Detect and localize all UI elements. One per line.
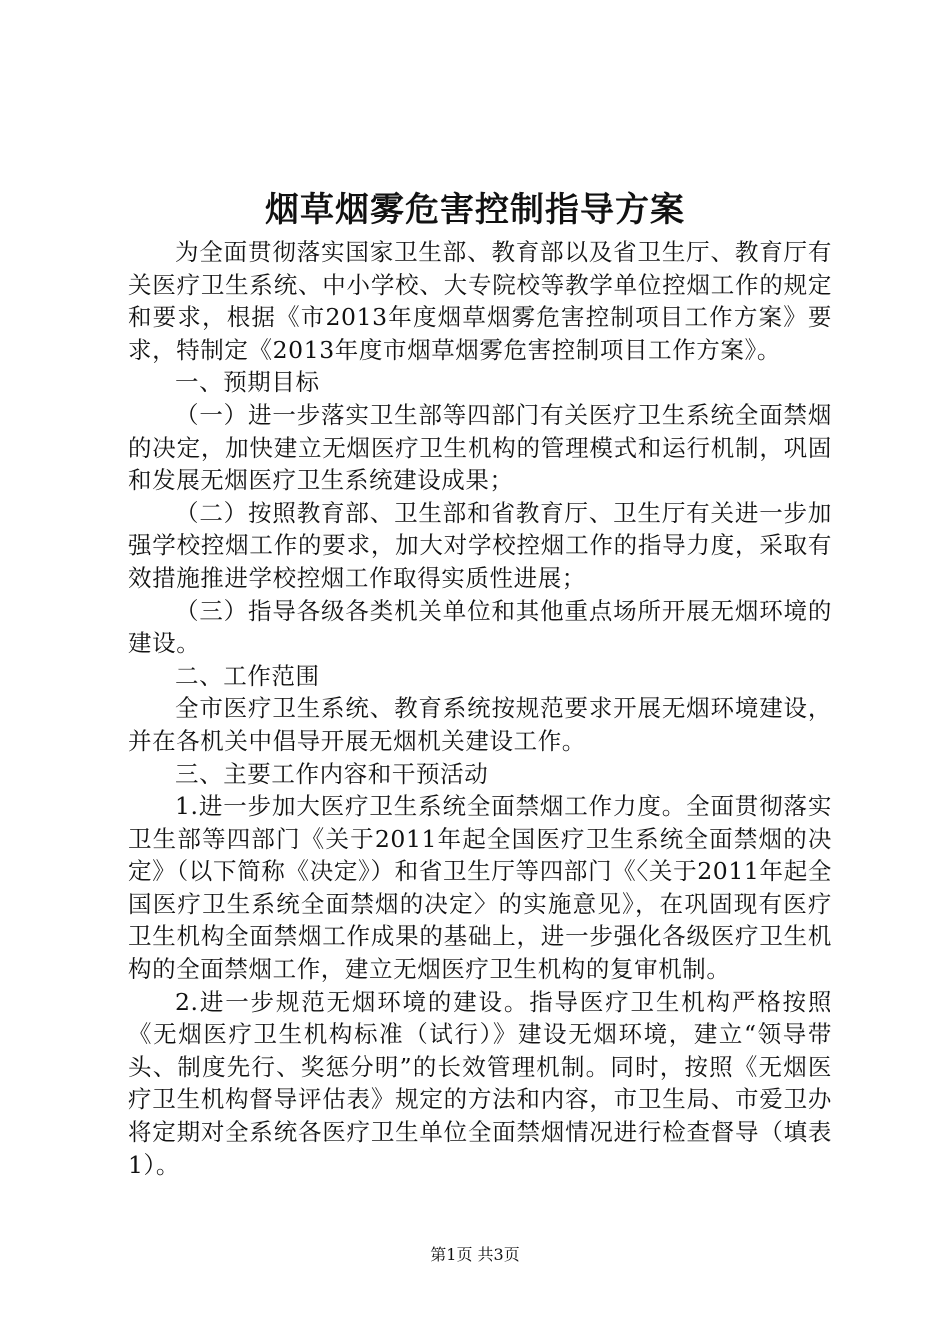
document-body [128,236,832,1181]
paragraph-goal-1: （一）进一步落实卫生部等四部门有关医疗卫生系统全面禁烟的决定，加快建立无烟医疗卫生机构的管理模式和运行机制，巩固和发展无烟医疗卫生系统建设成果； [128,400,832,495]
paragraph-activity-2: 2.进一步规范无烟环境的建设。指导医疗卫生机构严格按照《无烟医疗卫生机构标准（试行）》建设无烟环境，建立“领导带头、制度先行、奖惩分明”的长效管理机制。同时，按照《无烟医疗卫生机构督导评估表》规定的方法和内容，市卫生局、市爱卫办将定期对全系统各医疗卫生单位全面禁烟情况进行检查督导（填表1）。 [128,987,832,1179]
section-heading-activities: 三、主要工作内容和干预活动 [175,759,489,788]
document-title: 烟草烟雾危害控制指导方案 [265,190,685,230]
paragraph-goal-2: （二）按照教育部、卫生部和省教育厅、卫生厅有关进一步加强学校控烟工作的要求，加大对学校控烟工作的指导力度，采取有效措施推进学校控烟工作取得实质性进展； [128,498,832,592]
paragraph-activity-1: 1.进一步加大医疗卫生系统全面禁烟工作力度。全面贯彻落实卫生部等四部门《关于2011年起全国医疗卫生系统全面禁烟的决定》（以下简称《决定》）和省卫生厅等四部门《〈关于2011年起全国医疗卫生系统全面禁烟的决定〉的实施意见》，在巩固现有医疗卫生机构全面禁烟工作成果的基础上，进一步强化各级医疗卫生机构的全面禁烟工作，建立无烟医疗卫生机构的复审机制。 [128,792,832,984]
paragraph-scope: 全市医疗卫生系统、教育系统按规范要求开展无烟环境建设，并在各机关中倡导开展无烟机关建设工作。 [128,694,832,755]
paragraph-goal-3: （三）指导各级各类机关单位和其他重点场所开展无烟环境的建设。 [128,596,832,658]
page-number-footer: 第1页 共3页 [430,1245,520,1264]
section-heading-scope: 二、工作范围 [175,661,320,690]
section-heading-goals: 一、预期目标 [175,368,320,397]
paragraph-intro: 为全面贯彻落实国家卫生部、教育部以及省卫生厅、教育厅有关医疗卫生系统、中小学校、大专院校等教学单位控烟工作的规定和要求，根据《市2013年度烟草烟雾危害控制项目工作方案》要求，特制定《2013年度市烟草烟雾危害控制项目工作方案》。 [128,238,832,364]
